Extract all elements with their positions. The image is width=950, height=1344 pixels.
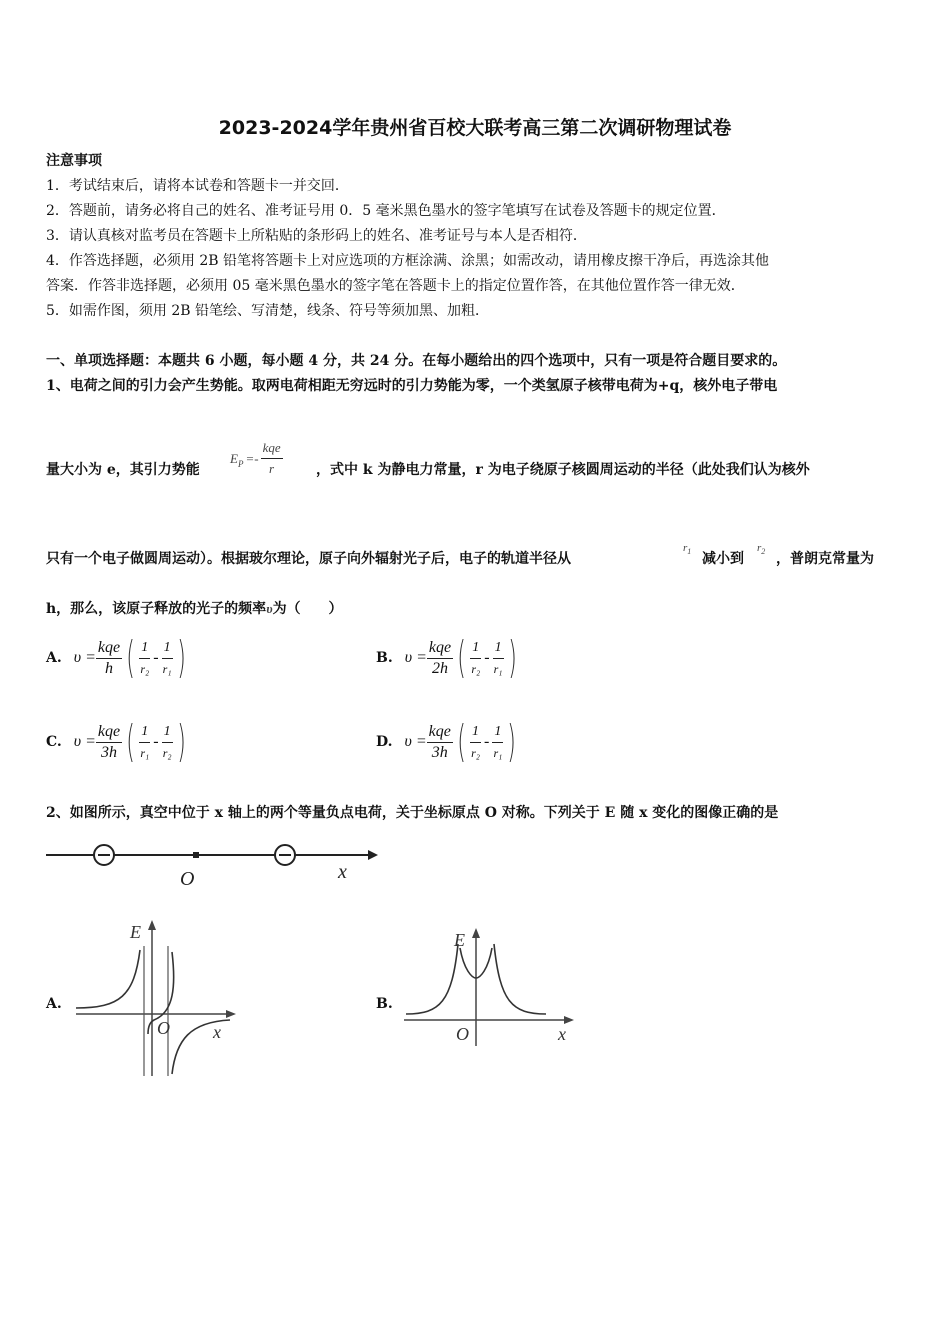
q2-stem: 2、如图所示，真空中位于 x 轴上的两个等量负点电荷，关于坐标原点 O 对称。下列关于 E 随 x 变化的图像正确的是 bbox=[46, 805, 779, 821]
notice-item: 答案．作答非选择题，必须用 05 毫米黑色墨水的签字笔在答题卡上的指定位置作答，在其他位置作答一律无效． bbox=[46, 278, 745, 294]
formula-eq: =- bbox=[245, 450, 259, 466]
r2-symbol: $r_2$ bbox=[757, 542, 766, 557]
q2-option-b-label[interactable]: B. bbox=[376, 996, 393, 1012]
q1-option-a[interactable]: A. υ = $\frac{\text{kqe}}{h}$ ( $\frac{1}{\text{r₂}}$ - $\frac{1}{\text{r₁}}$ ) bbox=[46, 632, 186, 683]
a-curve-right-down bbox=[172, 1020, 230, 1074]
q1-line2-pre: 量大小为 e，其引力势能 bbox=[46, 462, 200, 478]
nu-symbol: υ bbox=[266, 601, 273, 616]
q1-line3-pre: 只有一个电子做圆周运动）。根据玻尔理论，原子向外辐射光子后，电子的轨道半径从 bbox=[46, 551, 571, 567]
q1-line4: h，那么，该原子释放的光子的频率υ为（ ） bbox=[46, 601, 343, 617]
a-origin-label: O bbox=[157, 1018, 170, 1038]
potential-energy-formula bbox=[230, 438, 283, 479]
formula-den: r bbox=[269, 461, 275, 476]
b-x-arrow bbox=[564, 1016, 574, 1024]
q1-option-b[interactable]: B. υ = $\frac{\text{kqe}}{2h}$ ( $\frac{1}{\text{r₂}}$ - $\frac{1}{\text{r₁}}$ ) bbox=[376, 632, 517, 683]
section-heading: 一、单项选择题：本题共 6 小题，每小题 4 分，共 24 分。在每小题给出的四个选项中，只有一项是符合题目要求的。 bbox=[46, 353, 787, 369]
b-y-arrow bbox=[472, 928, 480, 938]
notice-item: 2．答题前，请务必将自己的姓名、准考证号用 0．5 毫米黑色墨水的签字笔填写在试卷及答题卡的规定位置． bbox=[46, 203, 726, 219]
a-y-arrow bbox=[148, 920, 156, 930]
charge-diagram bbox=[40, 838, 380, 888]
a-x-arrow bbox=[226, 1010, 236, 1018]
b-x-label: x bbox=[558, 1024, 566, 1044]
notice-item: 3．请认真核对监考员在答题卡上所粘贴的条形码上的姓名、准考证号与本人是否相符． bbox=[46, 228, 587, 244]
b-y-label: E bbox=[454, 930, 465, 950]
origin-dot bbox=[193, 852, 199, 858]
b-origin-label: O bbox=[456, 1024, 469, 1044]
a-x-label: x bbox=[213, 1022, 221, 1042]
q1-line2-post: ，式中 k 为静电力常量，r 为电子绕原子核圆周运动的半径（此处我们认为核外 bbox=[316, 462, 810, 478]
q1-option-c[interactable]: C. υ = $\frac{\text{kqe}}{3h}$ ( $\frac{1}{\text{r₁}}$ - $\frac{1}{\text{r₂}}$ ) bbox=[46, 716, 186, 767]
q2-option-b-graph[interactable] bbox=[400, 926, 580, 1056]
notice-item: 1．考试结束后，请将本试卷和答题卡一并交回． bbox=[46, 178, 349, 194]
q2-option-a-label[interactable]: A. bbox=[46, 996, 62, 1012]
q1-option-d[interactable]: D. υ = $\frac{\text{kqe}}{3h}$ ( $\frac{1}{\text{r₂}}$ - $\frac{1}{\text{r₁}}$ ) bbox=[376, 716, 517, 767]
origin-label: O bbox=[180, 868, 195, 888]
q1-line3-post: ，普朗克常量为 bbox=[776, 551, 874, 567]
formula-num: kqe bbox=[261, 438, 283, 459]
formula-sub: P bbox=[237, 458, 244, 469]
axis-label: x bbox=[338, 861, 347, 883]
q1-line1: 1、电荷之间的引力会产生势能。取两电荷相距无穷远时的引力势能为零，一个类氢原子核带电荷为+q，核外电子带电 bbox=[46, 378, 778, 394]
b-curve-left bbox=[406, 944, 458, 1014]
notice-heading: 注意事项 bbox=[46, 153, 102, 169]
b-curve-right bbox=[494, 944, 546, 1014]
a-y-label: E bbox=[130, 922, 141, 942]
a-curve-left-up bbox=[76, 950, 140, 1008]
x-axis-arrow bbox=[368, 850, 378, 860]
q2-option-a-graph[interactable] bbox=[70, 916, 240, 1081]
formula-lhs: E bbox=[230, 450, 238, 466]
notice-item: 4．作答选择题，必须用 2B 铅笔将答题卡上对应选项的方框涂满、涂黑；如需改动，请用橡皮擦干净后，再选涂其他 bbox=[46, 253, 769, 269]
notice-item: 5．如需作图，须用 2B 铅笔绘、写清楚，线条、符号等须加黑、加粗． bbox=[46, 303, 490, 319]
q1-line3-mid: 减小到 bbox=[702, 551, 744, 567]
r1-symbol: $r_1$ bbox=[683, 542, 692, 557]
page-title: 2023-2024学年贵州省百校大联考高三第二次调研物理试卷 bbox=[218, 117, 732, 139]
